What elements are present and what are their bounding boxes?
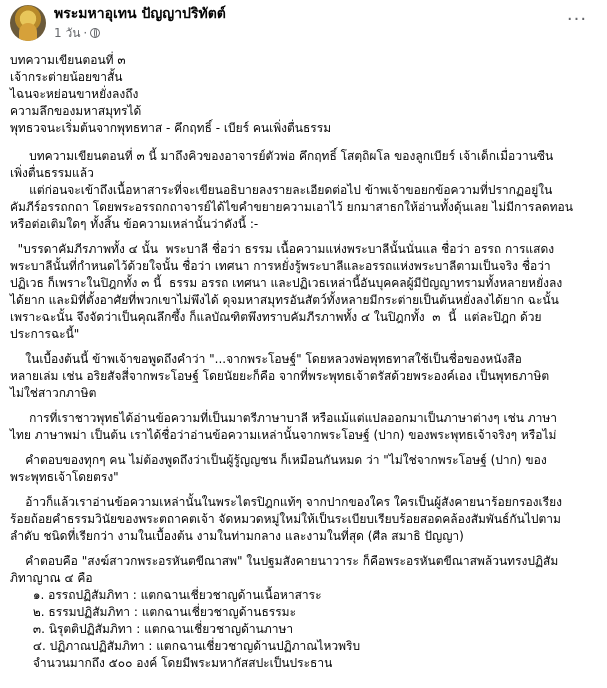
author-name[interactable]: พระมหาอุเทน ปัญญาปริทัตต์	[54, 6, 226, 22]
intro-line: พุทธวจนะเริ่มต้นจากพุทธทาส - คึกฤทธิ์ - เบียร์ คนเพิ่งตื่นธรรม	[10, 121, 332, 135]
paragraph: คำตอบคือ "สงฆ์สาวกพระอรหันตขีณาสพ" ในปฐมสังคายนาวาระ ก็คือพระอรหันตขีณาสพล้วนทรงปฏิสัม ภิทาญาณ ๔ คือ	[10, 554, 559, 585]
list-item: ๑. อรรถปฏิสัมภิทา : แตกฉานเชี่ยวชาญด้านเนื้อหาสาระ	[10, 588, 322, 602]
list-item: ๓. นิรุตติปฏิสัมภิทา : แตกฉานเชี่ยวชาญด้านภาษา	[10, 622, 294, 636]
paragraph: การที่เราชาวพุทธได้อ่านข้อความที่เป็นมาตรีภาษาบาลี หรือแม้แต่แปลออกมาเป็นภาษาต่างๆ เช่น ภาษา ไทย ภาษาพม่า เป็นต้น เราได้ชื่อว่าอ่านข้อความเหล่านั้นจากพระโอษฐ์ (ปาก) ของพระพุทธเจ้าจริงๆ หรือไม่	[10, 411, 558, 442]
quote-paragraph: "บรรดาคัมภีรภาพทั้ง ๔ นั้น พระบาลี ชื่อว่า ธรรม เนื้อความแห่งพระบาลีนั้นนั่นแล ชื่อว่า อรรถ การแสดง พระบาลีนั้นที่กำหนดไว้ด้วยใจนั้น ชื่อว่า เทศนา การหยั่งรู้พระบาลีและอรรถแห่งพระบาลีตามเป็นจริง ชื่อว่า ปฏิเวธ ก็เพราะในปิฎกทั้ง ๓ นี้ ธรรม อรรถ เทศนา และปฏิเวธเหล่านี้อันบุคคลผู้มีปัญญาทรามทั้งหลายหยั่งลง ได้ยาก และมิที่ตั้งอาศัยที่พวกเขาไม่พึงได้ ดุจมหาสมุทรอันสัตว์ทั้งหลายมีกระต่ายเป็นต้นหยั่งลงได้ยาก ฉะนั้น เพราะฉะนั้น จึงจัดว่าเป็นคุณลึกซึ้ง ก็แลบัณฑิตพึงทราบคัมภีรภาพทั้ง ๔ ในปิฎกทั้ง ๓ นี้ แต่ละปิฎก ด้วย ประการฉะนี้"	[10, 242, 563, 341]
post-meta	[54, 25, 100, 41]
intro-line: เจ้ากระต่ายน้อยขาสั้น	[10, 70, 123, 84]
closing-line: จำนวนมากถึง ๕๐๐ องค์ โดยมีพระมหากัสสปะเป็นประธาน	[10, 656, 333, 670]
post-time[interactable]: 1 วัน	[54, 26, 81, 40]
list-item: ๔. ปฏิภาณปฏิสัมภิทา : แตกฉานเชี่ยวชาญด้านปฏิภาณไหวพริบ	[10, 639, 361, 653]
more-options-button[interactable]: ···	[566, 9, 588, 30]
intro-line: ความลึกของมหาสมุทรได้	[10, 104, 142, 118]
list-item: ๒. ธรรมปฏิสัมภิทา : แตกฉานเชี่ยวชาญด้านธรรมะ	[10, 605, 297, 619]
globe-icon[interactable]	[90, 28, 100, 38]
paragraph: บทความเขียนตอนที่ ๓ นี้ มาถึงคิวของอาจารย์ตัวพ่อ คึกฤทธิ์ โสตฺถิผโล ของลูกเบียร์ เจ้าเด็กเมื่อวานซืน เพิ่งตื่นธรรมแล้ว	[10, 149, 554, 180]
paragraph: อ้าวก็แล้วเราอ่านข้อความเหล่านั้นในพระไตรปิฎกแท้ๆ จากปากของใคร ใครเป็นผู้สังคายนาร้อยกรองเรียง ร้อยถ้อยคำธรรมวินัยของพระตถาคตเจ้า จัดหมวดหมู่ใหม่ให้เป็นระเบียบเรียบร้อยสอดคล้องสัมพันธ์กันไปตาม ลำดับ ชนิดที่เรียกว่า งามในเบื้องต้น งามในท่ามกลาง และงามในที่สุด (ศีล สมาธิ ปัญญา)	[10, 495, 562, 543]
intro-line: บทความเขียนตอนที่ ๓	[10, 53, 126, 67]
post-body	[10, 52, 598, 672]
paragraph: แต่ก่อนจะเข้าถึงเนื้อหาสาระที่จะเขียนอธิบายลงรายละเอียดต่อไป ข้าพเจ้าขอยกข้อความที่ปรากฏอยู่ใน คัมภีร์อรรถกถา โดยพระอรรถกถาจารย์ได้ไขคำขยายความเอาไว้ ยกมาสาธกให้อ่านทั้งดุ้นเลย ไม่มีการลดทอน หรือต่อเติมใดๆ ทั้งสิ้น ข้อความเหล่านั้นว่าดังนี้ :-	[10, 183, 573, 231]
meta-separator: ·	[83, 26, 88, 40]
avatar[interactable]	[10, 5, 46, 41]
paragraph: คำตอบของทุกๆ คน ไม่ต้องพูดถึงว่าเป็นผู้รู้ญญชน ก็เหมือนกันหมด ว่า "ไม่ใช่จากพระโอษฐ์ (ปาก) ของ พระพุทธเจ้าโดยตรง"	[10, 453, 547, 484]
paragraph: ในเบื้องต้นนี้ ข้าพเจ้าขอพูดถึงคำว่า "...จากพระโอษฐ์" โดยหลวงพ่อพุทธทาสใช้เป็นชื่อของหนังสือ หลายเล่ม เช่น อริยสัจสี่จากพระโอษฐ์ โดยนัยยะก็คือ จากที่พระพุทธเจ้าตรัสด้วยพระองค์เอง เป็นพุทธภาษิต ไม่ใช่สาวกภาษิต	[10, 352, 550, 400]
intro-line: ไฉนจะหย่อนขาหยั่งลงถึง	[10, 87, 139, 101]
post-header	[0, 0, 607, 46]
